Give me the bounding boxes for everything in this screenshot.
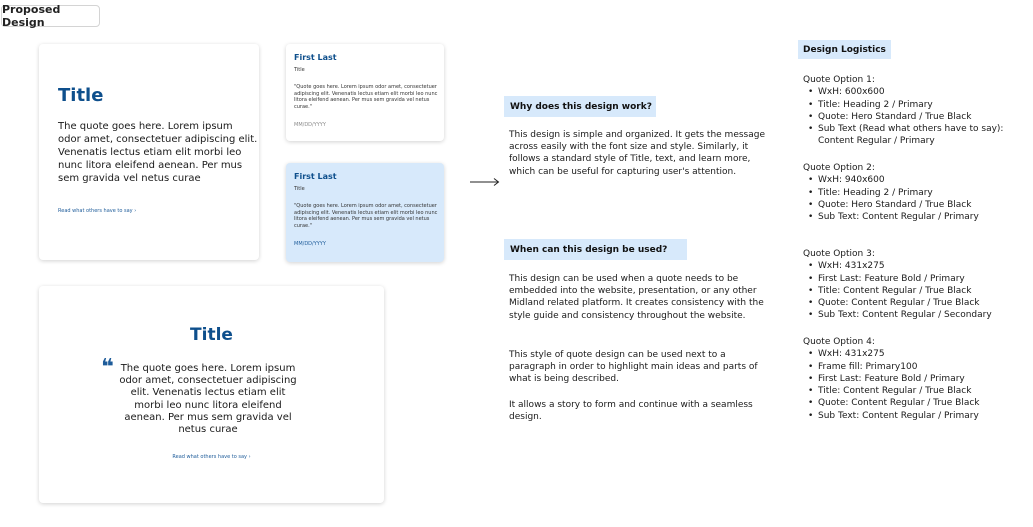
quote-option-1-specs [803, 74, 1033, 148]
why-body: This design is simple and organized. It gets the message across easily with the font size and style. Similarly, it follows a standard style of Title, text, and learn more, which can be useful for capturing user's attention. [509, 130, 766, 177]
spec-item: • Title: Content Regular / True Black [803, 285, 1033, 297]
option-label: Quote Option 2: [803, 163, 875, 173]
quote-option-3-specs [803, 248, 1033, 322]
when-heading: When can this design be used? [504, 239, 687, 260]
quote-option-4-specs [803, 336, 1033, 422]
read-more-link[interactable]: Read what others have to say › [58, 208, 137, 214]
quote-author-title: Title [294, 67, 305, 73]
spec-item: • Title: Heading 2 / Primary [803, 99, 1033, 111]
card-quote: The quote goes here. Lorem ipsum odor amet, consectetuer adipiscing elit. Venenatis lectus etiam elit morbi leo nunc litora eleifend aenean. Per mus sem gravida vel netus curae [119, 363, 297, 436]
spec-item: • Title: Heading 2 / Primary [803, 187, 1033, 199]
quote-author-name: First Last [294, 172, 337, 181]
spec-item: • Sub Text: Content Regular / Secondary [803, 309, 1033, 321]
when-paragraph-3: It allows a story to form and continue with a seamless design. [509, 400, 753, 423]
option-label: Quote Option 4: [803, 337, 875, 347]
arrow-right-icon [470, 177, 500, 187]
proposed-design-badge: Proposed Design [1, 5, 100, 27]
design-logistics-heading: Design Logistics [798, 40, 891, 59]
quote-option-4-card [286, 163, 444, 262]
option-label: Quote Option 3: [803, 249, 875, 259]
spec-item: • Quote: Content Regular / True Black [803, 397, 1033, 409]
spec-item: • First Last: Feature Bold / Primary [803, 373, 1033, 385]
quote-option-3-card [286, 44, 444, 141]
quote-mark-icon: ❝ [101, 355, 114, 380]
quote-option-2-card [39, 286, 384, 503]
spec-item: • Frame fill: Primary100 [803, 361, 1033, 373]
spec-item: • WxH: 431x275 [803, 348, 1033, 360]
spec-item: • Quote: Hero Standard / True Black [803, 111, 1033, 123]
when-paragraph-2: This style of quote design can be used next to a paragraph in order to highlight main ideas and parts of what is being described. [509, 350, 758, 385]
quote-date: MM/DD/YYYY [294, 241, 326, 247]
why-heading: Why does this design work? [504, 96, 656, 117]
read-more-link[interactable]: Read what others have to say › [172, 454, 251, 460]
spec-item: • WxH: 940x600 [803, 174, 1033, 186]
quote-option-2-specs [803, 162, 1033, 223]
spec-item: • Quote: Content Regular / True Black [803, 297, 1033, 309]
card-quote: The quote goes here. Lorem ipsum odor amet, consectetuer adipiscing elit. Venenatis lectus etiam elit morbi leo nunc litora eleifend aenean. Per mus sem gravida vel netus curae [58, 121, 258, 184]
card-quote: "Quote goes here. Lorem ipsum odor amet, consectetuer adipiscing elit. Venenatis lectus etiam elit morbi leo nunc litora eleifend aenean. Per mus sem gravida vel netus curae." [294, 203, 438, 229]
quote-author-title: Title [294, 186, 305, 192]
quote-date: MM/DD/YYYY [294, 122, 326, 128]
spec-item: • First Last: Feature Bold / Primary [803, 273, 1033, 285]
spec-item: • Sub Text: Content Regular / Primary [803, 211, 1033, 223]
quote-author-name: First Last [294, 53, 337, 62]
card-quote: "Quote goes here. Lorem ipsum odor amet, consectetuer adipiscing elit. Venenatis lectus etiam elit morbi leo nunc litora eleifend aenean. Per mus sem gravida vel netus curae." [294, 84, 438, 110]
spec-item: • Sub Text (Read what others have to say): Content Regular / Primary [803, 123, 1033, 148]
when-paragraph-1: This design can be used when a quote needs to be embedded into the website, presentation, or any other Midland related platform. It creates consistency with the style guide and consistency throughout the website. [509, 274, 764, 321]
spec-item: • Quote: Hero Standard / True Black [803, 199, 1033, 211]
card-title: Title [190, 325, 233, 345]
spec-item: • Sub Text: Content Regular / Primary [803, 410, 1033, 422]
option-label: Quote Option 1: [803, 75, 875, 85]
card-title: Title [58, 85, 104, 106]
spec-item: • WxH: 431x275 [803, 260, 1033, 272]
spec-item: • Title: Content Regular / True Black [803, 385, 1033, 397]
quote-option-1-card [39, 44, 259, 260]
spec-item: • WxH: 600x600 [803, 86, 1033, 98]
